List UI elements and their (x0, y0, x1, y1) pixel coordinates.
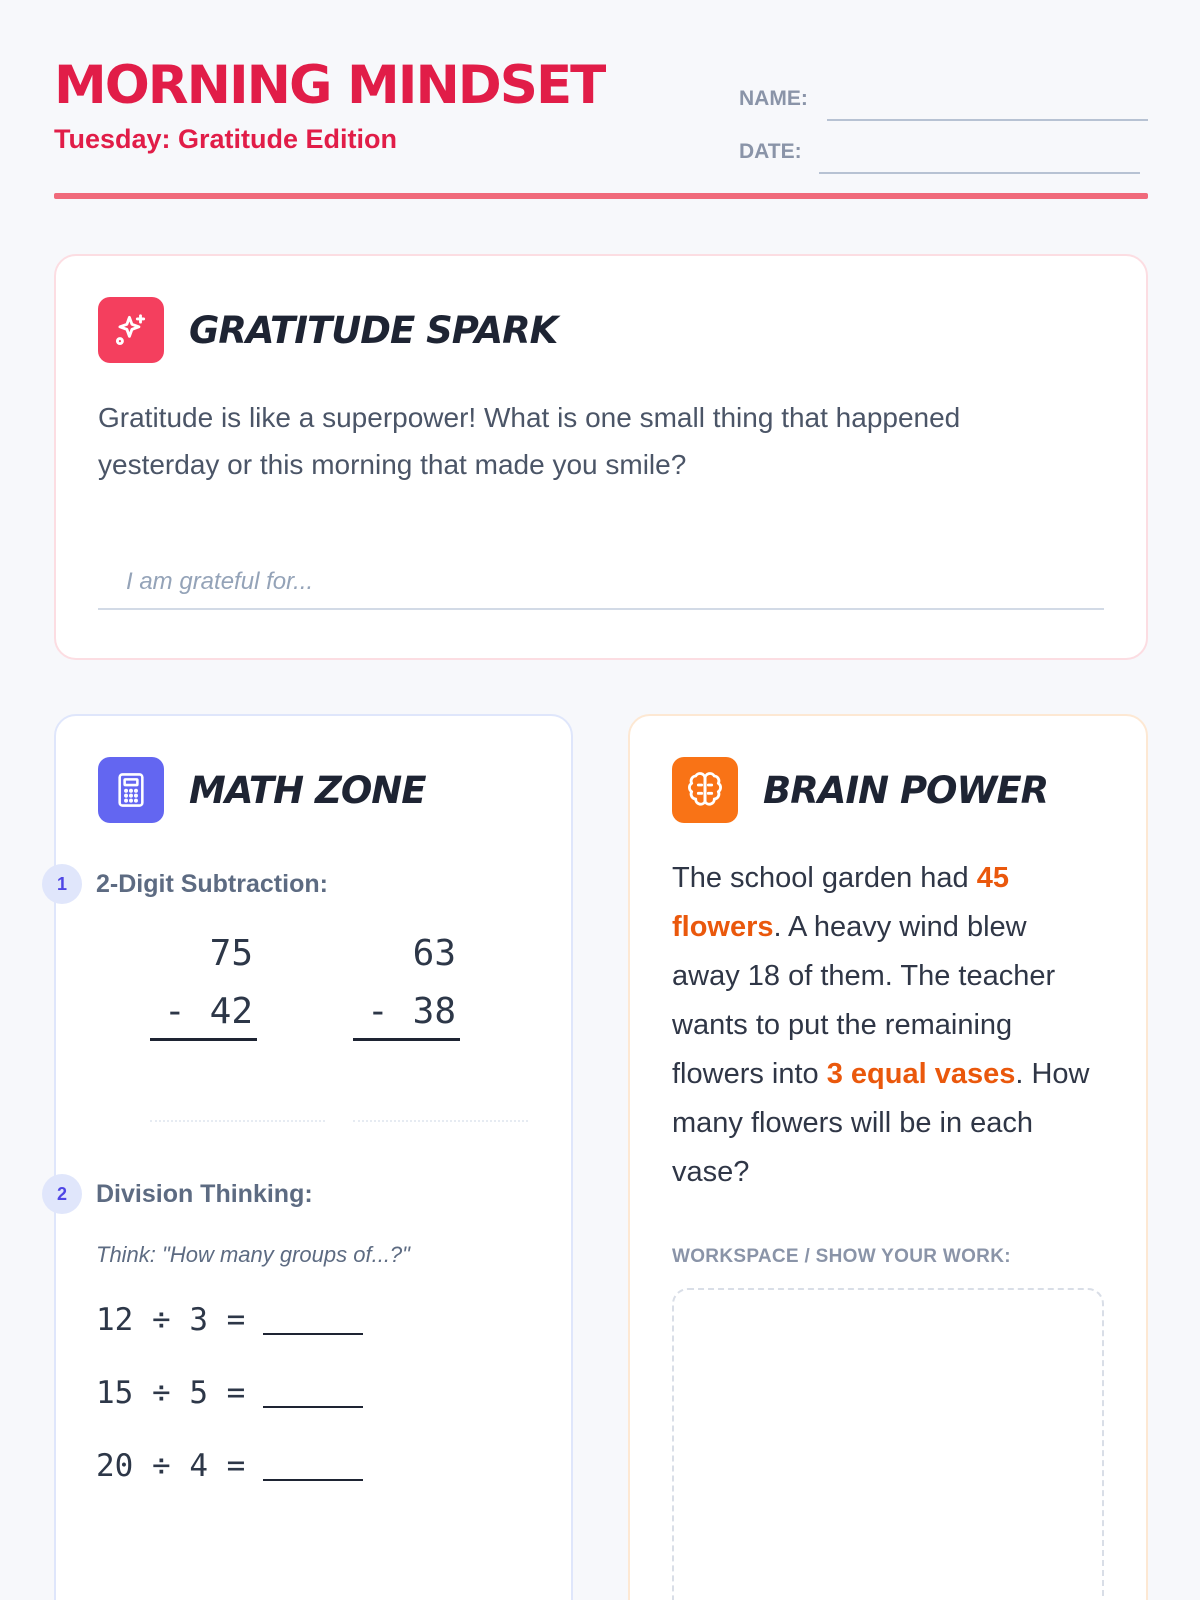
question-number: 1 (42, 864, 82, 904)
minuend: 63 (412, 933, 456, 974)
subtrahend-row (150, 983, 257, 1041)
question-2 (42, 1174, 313, 1214)
workspace-label: WORKSPACE / SHOW YOUR WORK: (672, 1246, 1011, 1267)
gratitude-prompt: Gratitude is like a superpower! What is one small thing that happened yesterday or this morning that made you smile? (98, 402, 961, 480)
name-field[interactable] (827, 91, 1148, 121)
minuend: 75 (209, 933, 253, 974)
subtraction-problem (150, 925, 257, 1041)
subtrahend: 38 (412, 991, 456, 1032)
student-info-fields (739, 68, 1148, 174)
gratitude-card-title: GRATITUDE SPARK (189, 308, 558, 352)
question-1 (42, 864, 328, 904)
division-problem (96, 1302, 363, 1338)
name-field-row (739, 68, 1148, 121)
division-expression: 20 ÷ 4 = (96, 1448, 246, 1484)
word-problem (672, 854, 1092, 1197)
date-field[interactable] (819, 144, 1140, 174)
story-text: . How many flowers will be in each vase? (672, 1058, 1090, 1188)
calculator-icon (98, 757, 164, 823)
story-text: The school garden had (672, 862, 977, 894)
math-card-header (98, 757, 426, 823)
date-label: DATE: (739, 140, 802, 163)
workspace-area[interactable] (672, 1288, 1104, 1600)
page-subtitle: Tuesday: Gratitude Edition (54, 124, 398, 154)
brain-card (628, 714, 1148, 1600)
story-text: . A heavy wind blew away 18 of them. The teacher wants to put the remaining flowers into (672, 911, 1056, 1090)
division-problem (96, 1448, 363, 1484)
question-label: 2-Digit Subtraction: (96, 869, 328, 898)
gratitude-card (54, 254, 1148, 660)
page-title: MORNING MINDSET (54, 55, 605, 116)
brain-icon (672, 757, 738, 823)
division-problem (96, 1375, 363, 1411)
division-answer-blank[interactable] (263, 1305, 363, 1335)
subtraction-problem (353, 925, 460, 1041)
sparkles-icon (98, 297, 164, 363)
brain-card-header (672, 757, 1048, 823)
story-highlight: 45 flowers (672, 862, 1009, 943)
division-answer-blank[interactable] (263, 1378, 363, 1408)
gratitude-card-header (98, 297, 557, 363)
header-divider (54, 193, 1148, 199)
subtrahend: 42 (209, 991, 253, 1032)
question-number: 2 (42, 1174, 82, 1214)
math-card-title: MATH ZONE (189, 768, 426, 812)
gratitude-answer-placeholder: I am grateful for... (126, 568, 314, 595)
question-label: Division Thinking: (96, 1179, 313, 1208)
worksheet-header (54, 56, 1148, 201)
division-answer-blank[interactable] (263, 1451, 363, 1481)
minus-sign: - (164, 991, 186, 1032)
name-label: NAME: (739, 87, 808, 110)
story-highlight: 3 equal vases (826, 1058, 1016, 1090)
division-expression: 12 ÷ 3 = (96, 1302, 246, 1338)
minus-sign: - (367, 991, 389, 1032)
subtrahend-row (353, 983, 460, 1041)
answer-space[interactable] (353, 1120, 528, 1122)
gratitude-answer-field[interactable] (98, 554, 1104, 610)
date-field-row (739, 121, 1148, 174)
answer-space[interactable] (150, 1120, 325, 1122)
division-expression: 15 ÷ 5 = (96, 1375, 246, 1411)
brain-card-title: BRAIN POWER (763, 768, 1049, 812)
division-hint: Think: "How many groups of...?" (96, 1242, 410, 1267)
